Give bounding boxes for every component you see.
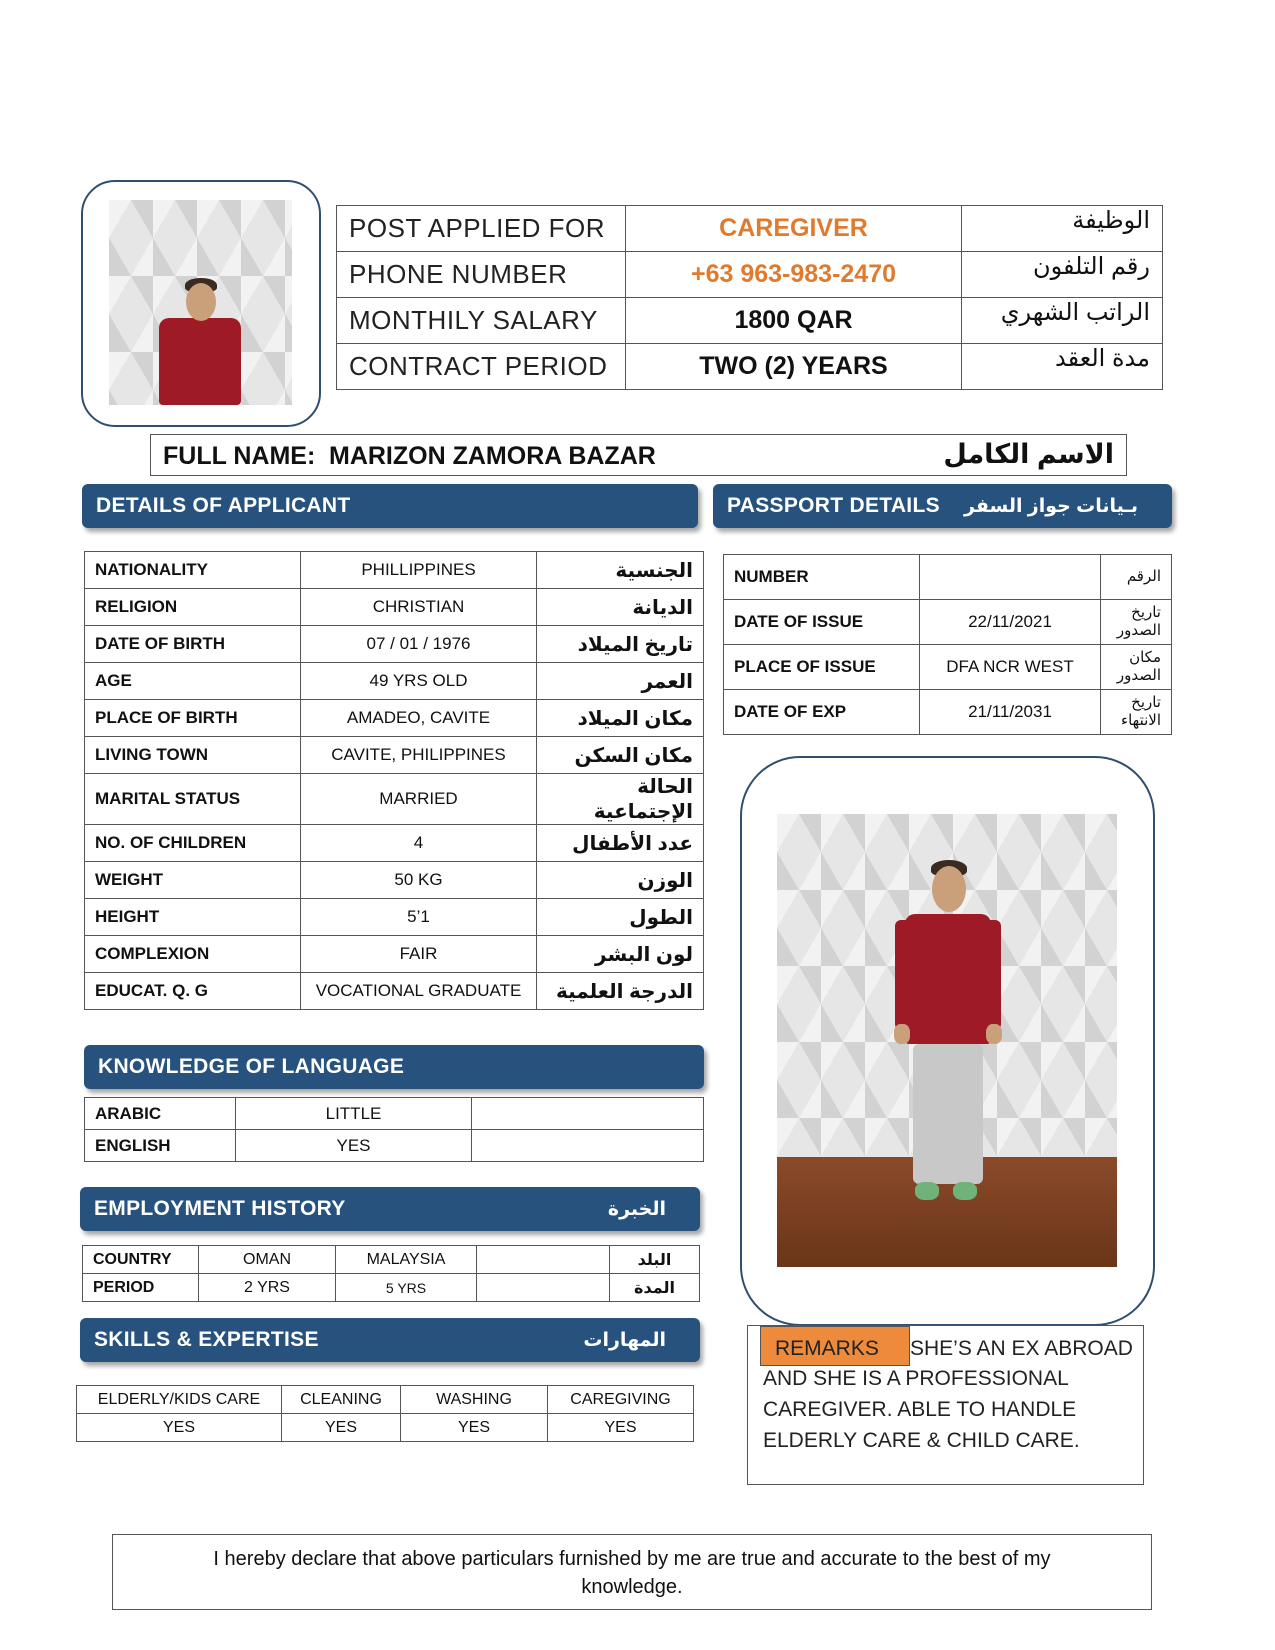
skill-value: YES — [282, 1414, 401, 1442]
employment-arabic-title: الخبرة — [607, 1198, 666, 1220]
remarks-text-line: SHE’S AN EX ABROAD — [910, 1337, 1133, 1360]
contract-arabic-label: مدة العقد — [962, 344, 1163, 390]
detail-arabic-label: الوزن — [537, 862, 704, 899]
language-row — [85, 1098, 704, 1130]
detail-arabic-label: لون البشر — [537, 936, 704, 973]
details-row — [85, 862, 704, 899]
salary-label: MONTHILY SALARY — [337, 298, 626, 344]
employment-label: COUNTRY — [83, 1246, 199, 1274]
phone-label: PHONE NUMBER — [337, 252, 626, 298]
details-row — [85, 552, 704, 589]
phone-value: +63 963-983-2470 — [626, 252, 962, 298]
detail-value: VOCATIONAL GRADUATE — [301, 973, 537, 1010]
passport-label: DATE OF ISSUE — [724, 600, 920, 645]
passport-row — [724, 690, 1172, 735]
remarks-text-line: CAREGIVER. ABLE TO HANDLE — [763, 1398, 1077, 1421]
detail-arabic-label: الحالة الإجتماعية — [537, 774, 704, 825]
detail-label: AGE — [85, 663, 301, 700]
skill-header: WASHING — [401, 1386, 548, 1414]
detail-label: EDUCAT. Q. G — [85, 973, 301, 1010]
skill-header: CAREGIVING — [548, 1386, 694, 1414]
employment-arabic-label: المدة — [610, 1274, 700, 1302]
details-row — [85, 825, 704, 862]
post-row — [337, 206, 1163, 252]
skill-header: CLEANING — [282, 1386, 401, 1414]
language-label: ENGLISH — [85, 1130, 236, 1162]
remarks-text-line: ELDERLY CARE & CHILD CARE. — [763, 1429, 1080, 1452]
full-name-arabic-label: الاسم الكامل — [943, 439, 1114, 469]
detail-label: LIVING TOWN — [85, 737, 301, 774]
passport-row — [724, 645, 1172, 690]
detail-value: 5’1 — [301, 899, 537, 936]
detail-value: 07 / 01 / 1976 — [301, 626, 537, 663]
post-value: CAREGIVER — [626, 206, 962, 252]
language-level: YES — [236, 1130, 472, 1162]
remarks-box — [747, 1325, 1144, 1485]
phone-row — [337, 252, 1163, 298]
employment-cell — [477, 1274, 610, 1302]
declaration-box — [112, 1534, 1152, 1610]
detail-arabic-label: العمر — [537, 663, 704, 700]
employment-banner — [80, 1187, 700, 1231]
detail-label: NO. OF CHILDREN — [85, 825, 301, 862]
contract-value: TWO (2) YEARS — [626, 344, 962, 390]
full-name-value: MARIZON ZAMORA BAZAR — [329, 442, 656, 470]
employment-title: EMPLOYMENT HISTORY — [94, 1197, 346, 1220]
skill-value: YES — [77, 1414, 282, 1442]
detail-value: MARRIED — [301, 774, 537, 825]
detail-value: 49 YRS OLD — [301, 663, 537, 700]
details-row — [85, 774, 704, 825]
employment-cell: 2 YRS — [199, 1274, 336, 1302]
passport-value: 21/11/2031 — [920, 690, 1101, 735]
remarks-text-line: AND SHE IS A PROFESSIONAL — [763, 1367, 1069, 1390]
details-banner — [82, 484, 698, 528]
employment-row — [83, 1274, 700, 1302]
passport-arabic-label: تاريخ الانتهاء — [1101, 690, 1172, 735]
details-row — [85, 700, 704, 737]
post-arabic-label: الوظيفة — [962, 206, 1163, 252]
detail-label: WEIGHT — [85, 862, 301, 899]
detail-arabic-label: الدرجة العلمية — [537, 973, 704, 1010]
passport-value: 22/11/2021 — [920, 600, 1101, 645]
detail-value: CHRISTIAN — [301, 589, 537, 626]
skills-banner — [80, 1318, 700, 1362]
passport-row — [724, 555, 1172, 600]
salary-arabic-label: الراتب الشهري — [962, 298, 1163, 344]
detail-label: PLACE OF BIRTH — [85, 700, 301, 737]
language-extra — [472, 1098, 704, 1130]
details-row — [85, 589, 704, 626]
passport-arabic-label: تاريخ الصدور — [1101, 600, 1172, 645]
employment-cell: MALAYSIA — [336, 1246, 477, 1274]
detail-label: DATE OF BIRTH — [85, 626, 301, 663]
language-title: KNOWLEDGE OF LANGUAGE — [98, 1055, 405, 1078]
detail-arabic-label: مكان الميلاد — [537, 700, 704, 737]
passport-arabic-label: مكان الصدور — [1101, 645, 1172, 690]
salary-row — [337, 298, 1163, 344]
passport-arabic-title: بـيانات جواز السفر — [964, 495, 1138, 517]
detail-arabic-label: مكان السكن — [537, 737, 704, 774]
details-row — [85, 737, 704, 774]
phone-arabic-label: رقم التلفون — [962, 252, 1163, 298]
details-row — [85, 973, 704, 1010]
passport-row — [724, 600, 1172, 645]
employment-arabic-label: البلد — [610, 1246, 700, 1274]
full-name-label: FULL NAME: — [163, 442, 316, 470]
passport-banner — [713, 484, 1172, 528]
language-row — [85, 1130, 704, 1162]
passport-label: NUMBER — [724, 555, 920, 600]
details-row — [85, 663, 704, 700]
passport-label: DATE OF EXP — [724, 690, 920, 735]
language-level: LITTLE — [236, 1098, 472, 1130]
remarks-label: REMARKS — [760, 1326, 910, 1366]
skills-table — [76, 1385, 694, 1442]
passport-value — [920, 555, 1101, 600]
details-row — [85, 899, 704, 936]
detail-value: PHILLIPPINES — [301, 552, 537, 589]
detail-value: FAIR — [301, 936, 537, 973]
detail-value: CAVITE, PHILIPPINES — [301, 737, 537, 774]
detail-label: COMPLEXION — [85, 936, 301, 973]
skills-title: SKILLS & EXPERTISE — [94, 1328, 319, 1351]
details-row — [85, 626, 704, 663]
detail-arabic-label: الديانة — [537, 589, 704, 626]
employment-label: PERIOD — [83, 1274, 199, 1302]
details-row — [85, 936, 704, 973]
detail-value: 50 KG — [301, 862, 537, 899]
post-info-table — [336, 205, 1163, 390]
language-table — [84, 1097, 704, 1162]
passport-label: PLACE OF ISSUE — [724, 645, 920, 690]
passport-details-table — [723, 554, 1172, 735]
detail-arabic-label: الجنسية — [537, 552, 704, 589]
employment-row — [83, 1246, 700, 1274]
contract-label: CONTRACT PERIOD — [337, 344, 626, 390]
details-title: DETAILS OF APPLICANT — [96, 494, 351, 517]
employment-cell: 5 YRS — [336, 1274, 477, 1302]
employment-table — [82, 1245, 700, 1302]
skill-value: YES — [401, 1414, 548, 1442]
passport-value: DFA NCR WEST — [920, 645, 1101, 690]
language-extra — [472, 1130, 704, 1162]
detail-label: MARITAL STATUS — [85, 774, 301, 825]
detail-arabic-label: تاريخ الميلاد — [537, 626, 704, 663]
passport-arabic-label: الرقم — [1101, 555, 1172, 600]
contract-row — [337, 344, 1163, 390]
language-label: ARABIC — [85, 1098, 236, 1130]
passport-title: PASSPORT DETAILS — [727, 494, 940, 517]
full-name-box — [150, 434, 1127, 476]
detail-label: NATIONALITY — [85, 552, 301, 589]
salary-value: 1800 QAR — [626, 298, 962, 344]
skills-header-row — [77, 1386, 694, 1414]
detail-value: 4 — [301, 825, 537, 862]
portrait-photo — [109, 200, 292, 405]
full-body-photo — [777, 814, 1117, 1267]
declaration-line: knowledge. — [581, 1576, 683, 1598]
detail-label: RELIGION — [85, 589, 301, 626]
post-label: POST APPLIED FOR — [337, 206, 626, 252]
detail-label: HEIGHT — [85, 899, 301, 936]
applicant-details-table — [84, 551, 704, 1010]
skill-value: YES — [548, 1414, 694, 1442]
skills-value-row — [77, 1414, 694, 1442]
declaration-line: I hereby declare that above particulars furnished by me are true and accurate to the best of my — [213, 1548, 1051, 1570]
employment-cell — [477, 1246, 610, 1274]
skill-header: ELDERLY/KIDS CARE — [77, 1386, 282, 1414]
language-banner — [84, 1045, 704, 1089]
detail-arabic-label: الطول — [537, 899, 704, 936]
skills-arabic-title: المهارات — [583, 1329, 666, 1351]
employment-cell: OMAN — [199, 1246, 336, 1274]
detail-arabic-label: عدد الأطفال — [537, 825, 704, 862]
detail-value: AMADEO, CAVITE — [301, 700, 537, 737]
